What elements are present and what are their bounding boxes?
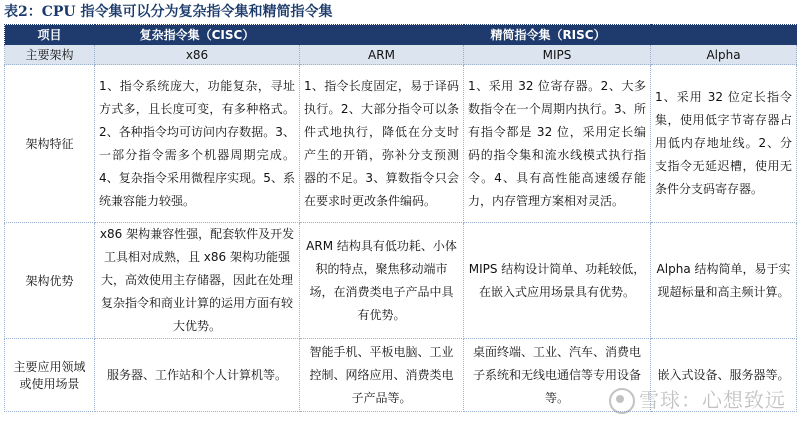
header-row [5,25,797,45]
features-arm: 1、指令长度固定，易于译码执行。2、大部分指令可以条件式地执行，降低在分支时产生的开销，弥补分支预测器的不足。3、算数指令只会在要求时更改条件编码。 [300,65,464,223]
arch-x86: x86 [95,45,300,65]
advantages-mips: MIPS 结构设计简单、功耗较低，在嵌入式应用场景具有优势。 [464,223,651,339]
row-label-advantages: 架构优势 [5,223,95,339]
watermark-text: 雪球：心想致远 [639,387,786,412]
header-risc: 精简指令集（RISC） [300,25,797,45]
features-alpha: 1、采用 32 位定长指令集，使用低字节寄存器占用低内存地址线。2、分支指令无延迟槽，使用无条件分支码寄存器。 [651,65,797,223]
arch-mips: MIPS [464,45,651,65]
applications-alpha: 嵌入式设备、服务器等。 [651,339,797,412]
features-row [5,65,797,223]
comparison-table [4,24,797,412]
arch-alpha: Alpha [651,45,797,65]
advantages-arm: ARM 结构具有低功耗、小体积的特点，聚焦移动端市场，在消费类电子产品中具有优势。 [300,223,464,339]
advantages-alpha: Alpha 结构简单，易于实现超标量和高主频计算。 [651,223,797,339]
applications-arm: 智能手机、平板电脑、工业控制、网络应用、消费类电子产品等。 [300,339,464,412]
arch-arm: ARM [300,45,464,65]
row-label-architecture: 主要架构 [5,45,95,65]
applications-mips: 桌面终端、工业、汽车、消费电子系统和无线电通信等专用设备等。 [464,339,651,412]
row-label-applications: 主要应用领域或使用场景 [5,339,95,412]
applications-x86: 服务器、工作站和个人计算机等。 [95,339,300,412]
header-item: 项目 [5,25,95,45]
features-x86: 1、指令系统庞大，功能复杂，寻址方式多，且长度可变，有多种格式。2、各种指令均可访问内存数据。3、一部分指令需多个机器周期完成。4、复杂指令采用微程序实现。5、系统兼容能力较强。 [95,65,300,223]
advantages-x86: x86 架构兼容性强，配套软件及开发工具相对成熟，且 x86 架构功能强大，高效使用主存储器，因此在处理复杂指令和商业计算的运用方面有较大优势。 [95,223,300,339]
watermark [609,384,786,415]
architecture-row [5,45,797,65]
snowball-logo-icon [609,388,635,414]
advantages-row [5,223,797,339]
row-label-features: 架构特征 [5,65,95,223]
header-cisc: 复杂指令集（CISC） [95,25,300,45]
features-mips: 1、采用 32 位寄存器。2、大多数指令在一个周期内执行。3、所有指令都是 32 位，采用定长编码的指令集和流水线模式执行指令。4、具有高性能高速缓存能力，内存管理方案相对灵活。 [464,65,651,223]
table-title: 表2：CPU 指令集可以分为复杂指令集和精简指令集 [4,4,333,20]
